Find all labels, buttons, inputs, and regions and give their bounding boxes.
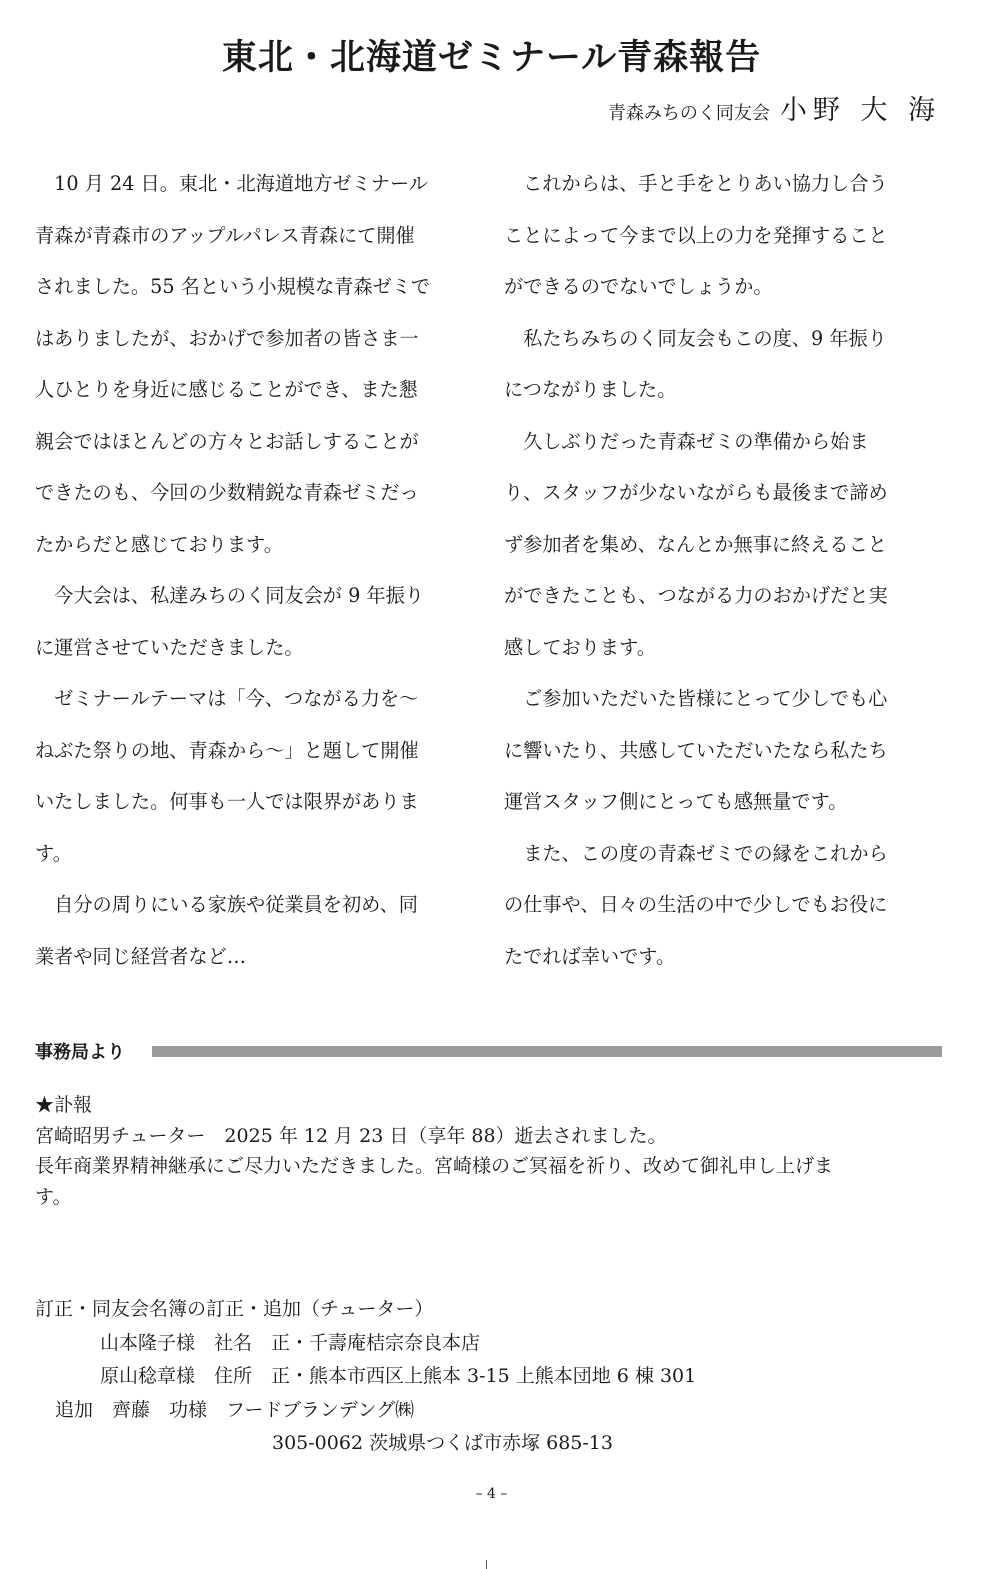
article-line: ができるのでないでしょうか。: [504, 275, 773, 298]
roster-corrections: [35, 1293, 945, 1461]
article-line: につながりました。: [504, 378, 677, 401]
obituary-text: 宮崎昭男チューター 2025 年 12 月 23 日（享年 88）逝去されました。: [35, 1124, 667, 1147]
article-line: り、スタッフが少ないながらも最後まで諦め: [504, 481, 888, 504]
article-line: 感しております。: [504, 635, 656, 659]
obituary-notice: [35, 1090, 945, 1212]
crop-mark: [486, 1560, 487, 1569]
corrections-heading: 訂正・同友会名簿の訂正・追加（チューター）: [35, 1298, 434, 1320]
article-line: 今大会は、私達みちのく同友会が 9 年振り: [35, 584, 424, 607]
article-line: 人ひとりを身近に感じることができ、また懇: [35, 378, 418, 401]
page-title: 東北・北海道ゼミナール青森報告: [221, 38, 762, 78]
article-line: 業者や同じ経営者など…: [35, 944, 247, 968]
obituary-label: ★訃報: [35, 1094, 93, 1116]
article-line: 親会ではほとんどの方々とお話しすることが: [35, 429, 419, 453]
author-organization: 青森みちのく同友会: [607, 103, 770, 124]
article-line: に響いたり、共感していただいたなら私たち: [504, 738, 888, 762]
article-line: たからだと感じております。: [35, 532, 283, 556]
article-line: 10 月 24 日。東北・北海道地方ゼミナール: [35, 172, 428, 195]
article-line: ず参加者を集め、なんとか無事に終えること: [504, 532, 887, 556]
addition-address: 305-0062 茨城県つくば市赤塚 685-13: [272, 1432, 613, 1454]
article-line: ことによって今まで以上の力を発揮すること: [504, 223, 888, 247]
author-byline: [608, 88, 941, 127]
correction-item: 原山稔章様 住所 正・熊本市西区上熊本 3-15 上熊本団地 6 棟 301: [100, 1365, 697, 1387]
article-line: また、この度の青森ゼミでの縁をこれから: [504, 841, 888, 865]
article-line: たでれば幸いです。: [504, 944, 676, 968]
author-name: 小野 大 海: [779, 95, 941, 126]
obituary-text: す。: [35, 1185, 72, 1208]
article-line: いたしました。何事も一人では限界がありま: [35, 790, 419, 813]
page-number: – 4 –: [475, 1486, 508, 1502]
article-line: の仕事や、日々の生活の中で少しでもお役に: [504, 893, 888, 916]
office-section-header: [35, 1038, 942, 1064]
obituary-text: 長年商業界精神継承にご尽力いただきました。宮崎様のご冥福を祈り、改めて御礼申し上げま: [35, 1155, 834, 1177]
article-line: はありましたが、おかげで参加者の皆さま一: [35, 326, 419, 350]
article-line: 私たちみちのく同友会もこの度、9 年振り: [504, 326, 887, 350]
section-divider-bar: [152, 1046, 942, 1057]
article-line: されました。55 名という小規模な青森ゼミで: [35, 275, 431, 298]
article-line: これからは、手と手をとりあい協力し合う: [504, 172, 888, 195]
article-column-right: [504, 158, 944, 982]
article-line: 久しぶりだった青森ゼミの準備から始ま: [504, 429, 869, 453]
article-line: 青森が青森市のアップルパレス青森にて開催: [35, 223, 415, 247]
article-line: ねぶた祭りの地、青森から〜」と題して開催: [35, 738, 419, 762]
article-line: 運営スタッフ側にとっても感無量です。: [504, 790, 848, 813]
addition-item: 追加 齊藤 功様 フードブランデング㈱: [55, 1398, 415, 1421]
correction-item: 山本隆子様 社名 正・千壽庵桔宗奈良本店: [100, 1331, 481, 1354]
article-line: す。: [35, 841, 72, 865]
article-line: 自分の周りにいる家族や従業員を初め、同: [35, 893, 418, 916]
article-line: ご参加いただいた皆様にとって少しでも心: [504, 687, 888, 710]
article-line: に運営させていただきました。: [35, 635, 304, 659]
article-line: できたのも、今回の少数精鋭な青森ゼミだっ: [35, 481, 419, 504]
office-section-title: 事務局より: [35, 1042, 125, 1063]
article-column-left: [35, 158, 475, 982]
article-line: ができたことも、つながる力のおかげだと実: [504, 584, 888, 607]
article-line: ゼミナールテーマは「今、つながる力を〜: [35, 687, 419, 710]
